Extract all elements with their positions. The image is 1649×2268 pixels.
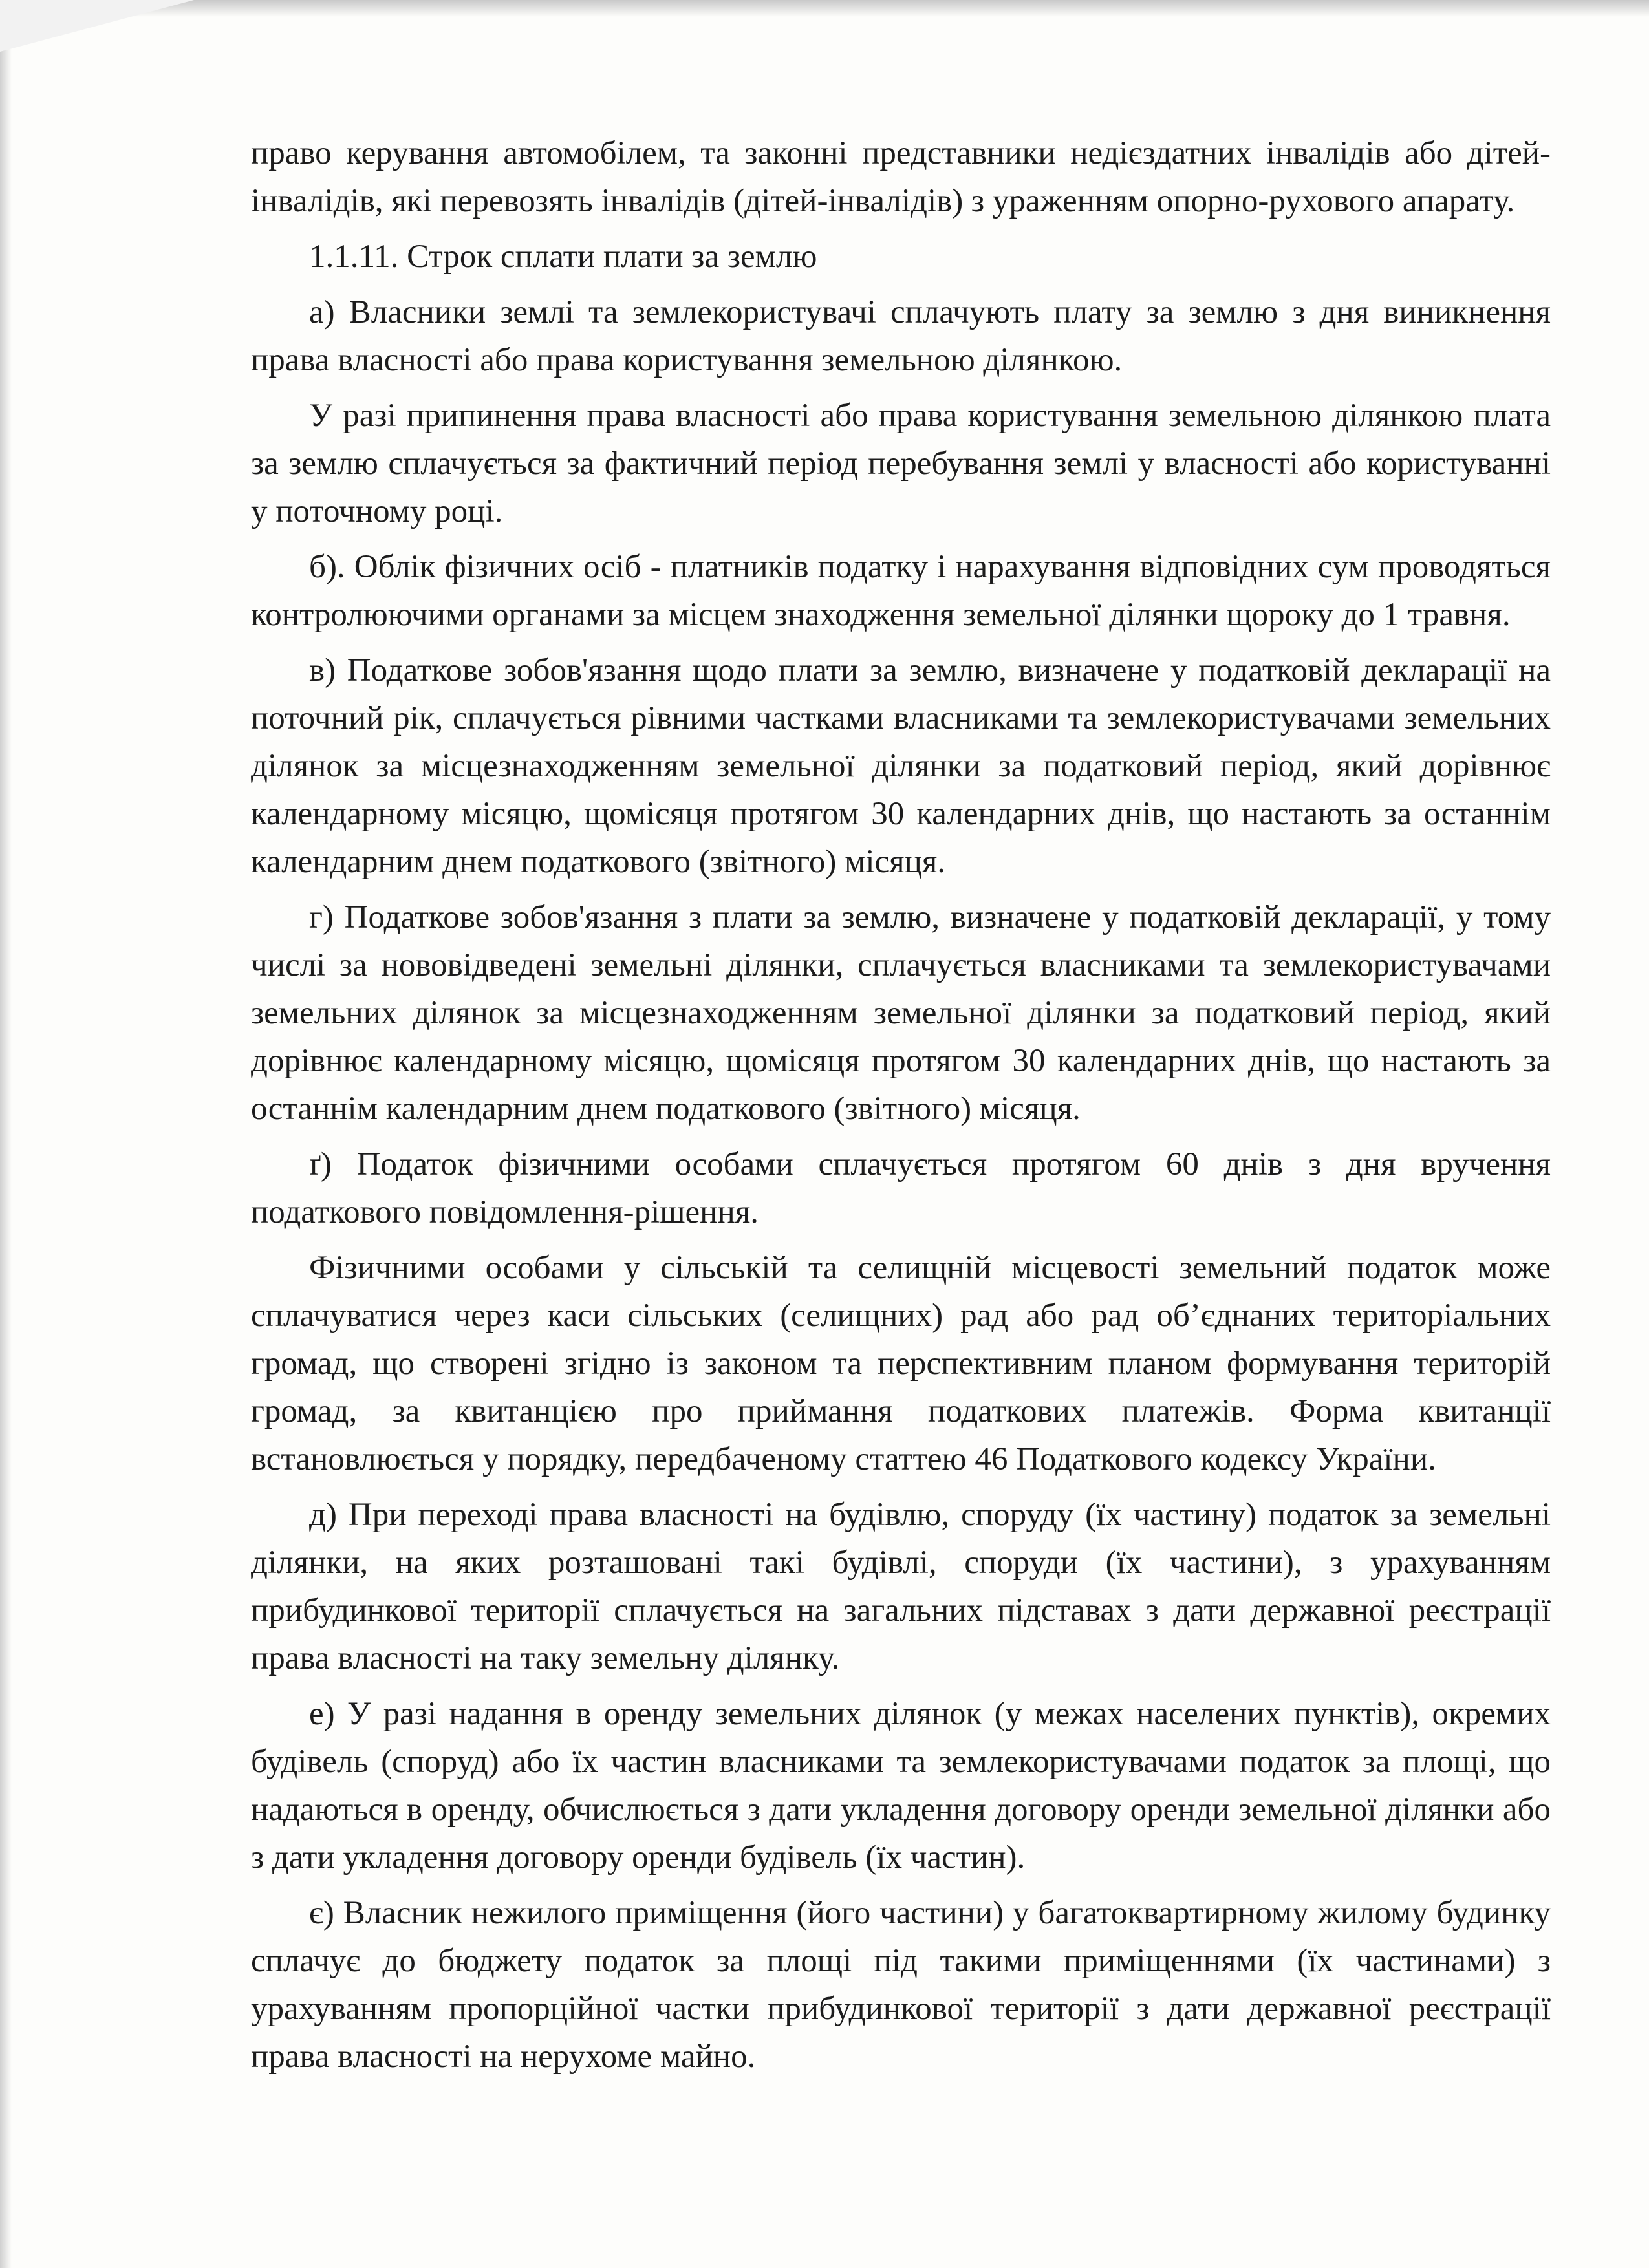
paragraph-rural-payment: Фізичними особами у сільській та селищній місцевості земельний податок може сплачуватися через каси сільських (селищних) рад або рад об’єднаних територіальних громад, що створені згідно із законом та перспективним планом формування територій громад, за квитанцією про приймання податкових платежів. Форма квитанції встановлюється у порядку, передбаченому статтею 46 Податкового кодексу України. — [251, 1250, 1551, 1477]
paragraph-e: е) У разі надання в оренду земельних ділянок (у межах населених пунктів), окремих будівель (споруд) або їх частин власниками та землекористувачами податок за площі, що надаються в оренду, обчислюється з дати укладення договору оренди земельної ділянки або з дати укладення договору оренди будівель (їх частин). — [251, 1696, 1551, 1876]
scan-left-edge — [0, 0, 12, 2268]
paragraph-a: а) Власники землі та землекористувачі сплачують плату за землю з дня виникнення права власності або права користування земельною ділянкою. — [251, 294, 1551, 378]
paragraph-b: б). Облік фізичних осіб - платників податку і нарахування відповідних сум проводяться контролюючими органами за місцем знаходження земельної ділянки щороку до 1 травня. — [251, 549, 1551, 633]
document-body — [251, 129, 1551, 2088]
paragraph-continuation: право керування автомобілем, та законні представники недієздатних інвалідів або дітей-інвалідів, які перевозять інвалідів (дітей-інвалідів) з ураженням опорно-рухового апарату. — [251, 135, 1551, 219]
paragraph-g: г) Податкове зобов'язання з плати за землю, визначене у податковій декларації, у тому числі за нововідведені земельні ділянки, сплачується власниками та землекористувачами земельних ділянок за місцезнаходженням земельної ділянки за податковий період, який дорівнює календарному місяцю, щомісяця протягом 30 календарних днів, що настають за останнім календарним днем податкового (звітного) місяця. — [251, 899, 1551, 1127]
section-heading-1-1-11: 1.1.11. Строк сплати плати за землю — [309, 239, 817, 275]
scan-folded-corner — [0, 0, 194, 52]
paragraph-g-ukr: ґ) Податок фізичними особами сплачується протягом 60 днів з дня вручення податкового повідомлення-рішення. — [251, 1146, 1551, 1230]
paragraph-v: в) Податкове зобов'язання щодо плати за землю, визначене у податковій декларації на поточний рік, сплачується рівними частками власниками та землекористувачами земельних ділянок за місцезнаходженням земельної ділянки за податковий період, який дорівнює календарному місяцю, щомісяця протягом 30 календарних днів, що настають за останнім календарним днем податкового (звітного) місяця. — [251, 652, 1551, 880]
paragraph-termination: У разі припинення права власності або права користування земельною ділянкою плата за землю сплачується за фактичний період перебування землі у власності або користуванні у поточному році. — [251, 398, 1551, 530]
scan-top-edge — [0, 0, 1649, 17]
paragraph-ye: є) Власник нежилого приміщення (його частини) у багатоквартирному жилому будинку сплачує до бюджету податок за площі під такими приміщеннями (їх частинами) з урахуванням пропорційної частки прибудинкової території з дати державної реєстрації права власності на нерухоме майно. — [251, 1895, 1551, 2075]
paragraph-d: д) При переході права власності на будівлю, споруду (їх частину) податок за земельні ділянки, на яких розташовані такі будівлі, споруди (їх частини), з урахуванням прибудинкової території сплачується на загальних підставах з дати державної реєстрації права власності на таку земельну ділянку. — [251, 1497, 1551, 1676]
